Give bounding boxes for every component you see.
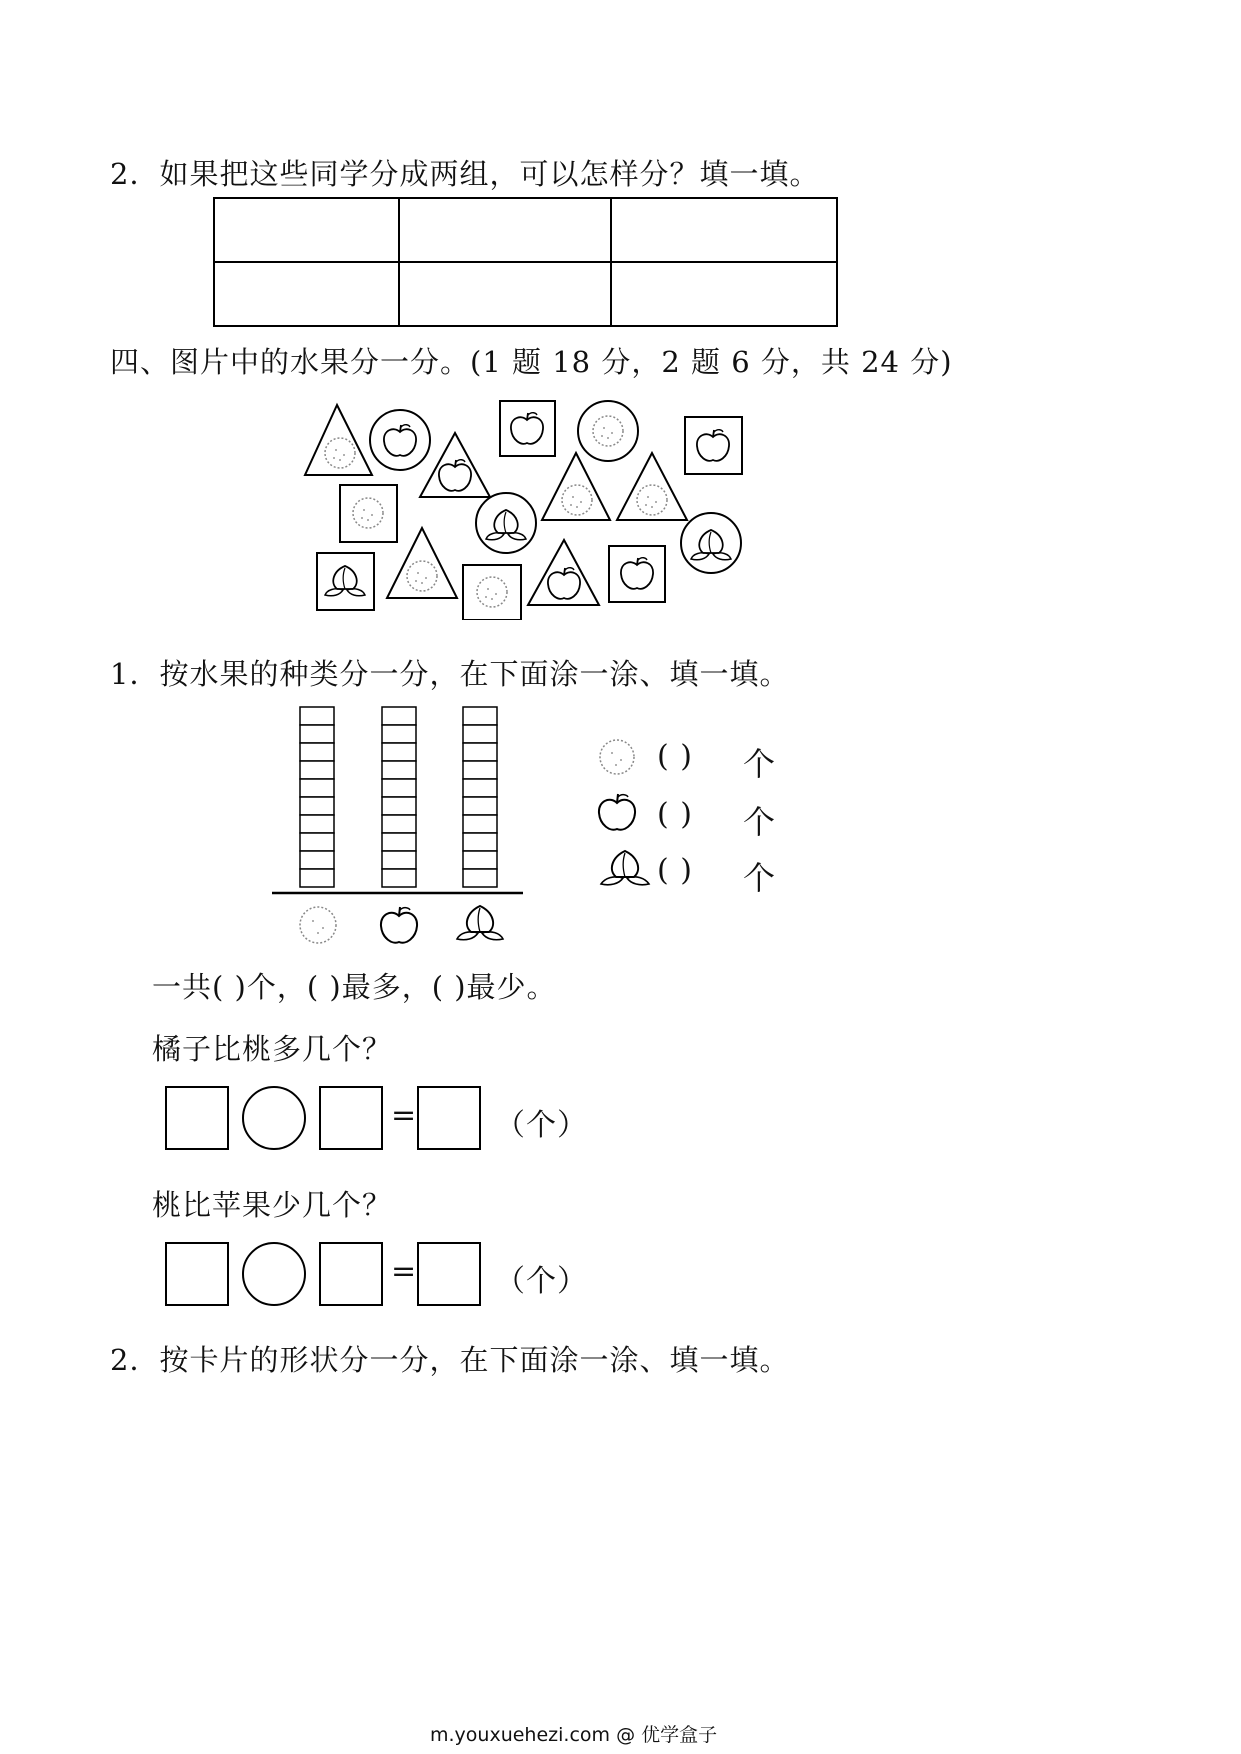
apple-icon	[384, 425, 416, 456]
answer-box[interactable]	[165, 1086, 229, 1150]
grid-cell[interactable]	[463, 869, 497, 887]
fruit-card	[340, 485, 397, 542]
answer-box[interactable]	[319, 1086, 383, 1150]
orange-icon	[325, 438, 355, 468]
operator-circle[interactable]	[242, 1086, 306, 1150]
grid-cell[interactable]	[300, 743, 334, 761]
grid-cell[interactable]	[382, 851, 416, 869]
fruit-card	[542, 453, 610, 520]
question-1-text: 1．按水果的种类分一分，在下面涂一涂、填一填。	[110, 657, 790, 691]
fruit-card	[685, 417, 742, 474]
apple-icon	[439, 460, 471, 491]
fruit-card	[578, 401, 638, 461]
fruit-count-rows	[595, 735, 815, 905]
orange-icon	[593, 416, 623, 446]
fruit-card	[500, 401, 555, 456]
equals-sign: =	[391, 1098, 418, 1133]
peach-icon	[486, 510, 526, 540]
grouping-cell[interactable]	[217, 201, 395, 259]
grid-cell[interactable]	[300, 761, 334, 779]
grid-cell[interactable]	[300, 797, 334, 815]
orange-icon	[477, 577, 507, 607]
fruit-card	[528, 540, 599, 605]
apple-count-blank[interactable]: ( )	[657, 797, 693, 832]
grid-cell[interactable]	[463, 833, 497, 851]
unit-label: （个）	[495, 1108, 588, 1143]
result-box[interactable]	[417, 1086, 481, 1150]
apple-icon	[697, 430, 729, 461]
grouping-cell[interactable]	[217, 265, 395, 323]
fruit-card	[317, 553, 374, 610]
grid-cell[interactable]	[300, 779, 334, 797]
grouping-cell[interactable]	[403, 201, 607, 259]
orange-icon	[300, 907, 336, 943]
answer-box[interactable]	[165, 1242, 229, 1306]
peach-count-blank[interactable]: ( )	[657, 853, 693, 888]
grouping-cell[interactable]	[615, 265, 833, 323]
section-4-title: 四、图片中的水果分一分。(1 题 18 分，2 题 6 分，共 24 分)	[110, 345, 953, 379]
grid-cell[interactable]	[382, 815, 416, 833]
grid-cell[interactable]	[300, 815, 334, 833]
grid-cell[interactable]	[382, 833, 416, 851]
apple-icon	[381, 907, 417, 943]
grid-cell[interactable]	[382, 707, 416, 725]
answer-box[interactable]	[319, 1242, 383, 1306]
grid-cell[interactable]	[382, 797, 416, 815]
grid-cell[interactable]	[463, 797, 497, 815]
fruit-bar-grid	[270, 705, 525, 950]
question-2-text: 2．按卡片的形状分一分，在下面涂一涂、填一填。	[110, 1343, 790, 1377]
peach-icon	[457, 906, 503, 940]
apple-count-unit: 个	[743, 803, 777, 841]
summary-line: 一共( )个，( )最多，( )最少。	[152, 970, 557, 1004]
grid-cell[interactable]	[300, 851, 334, 869]
grouping-cell[interactable]	[403, 265, 607, 323]
question-b-text: 桃比苹果少几个？	[152, 1188, 393, 1222]
grid-cell[interactable]	[382, 779, 416, 797]
fruit-card	[463, 565, 521, 620]
apple-icon	[621, 558, 653, 589]
fruit-card	[370, 410, 430, 470]
footer-watermark: m.youxuehezi.com @ 优学盒子	[430, 1724, 718, 1746]
peach-icon	[691, 530, 731, 560]
fruit-cards-picture	[300, 395, 750, 620]
fruit-card	[305, 405, 372, 475]
grid-cell[interactable]	[463, 725, 497, 743]
apple-icon	[548, 568, 580, 599]
grid-cell[interactable]	[382, 743, 416, 761]
fruit-card	[476, 493, 536, 553]
unit-label: （个）	[495, 1264, 588, 1299]
grid-cell[interactable]	[300, 833, 334, 851]
peach-count-unit: 个	[743, 859, 777, 897]
grid-cell[interactable]	[300, 725, 334, 743]
grid-cell[interactable]	[300, 869, 334, 887]
grid-cell[interactable]	[382, 725, 416, 743]
grouping-cell[interactable]	[615, 201, 833, 259]
result-box[interactable]	[417, 1242, 481, 1306]
apple-icon	[511, 413, 543, 444]
grid-cell[interactable]	[463, 815, 497, 833]
grid-cell[interactable]	[382, 761, 416, 779]
grid-cell[interactable]	[463, 761, 497, 779]
question-grouping-text: 2．如果把这些同学分成两组，可以怎样分？填一填。	[110, 157, 820, 191]
equals-sign: =	[391, 1254, 418, 1289]
grid-cell[interactable]	[382, 869, 416, 887]
grouping-table	[213, 197, 839, 328]
peach-icon	[595, 847, 655, 893]
question-a-text: 橘子比桃多几个？	[152, 1032, 393, 1066]
grid-cell[interactable]	[463, 707, 497, 725]
orange-icon	[562, 485, 592, 515]
apple-icon	[595, 791, 639, 839]
orange-icon	[353, 498, 383, 528]
grid-cell[interactable]	[463, 851, 497, 869]
grid-cell[interactable]	[463, 779, 497, 797]
fruit-card	[681, 513, 741, 573]
fruit-card	[617, 453, 687, 520]
orange-icon	[637, 485, 667, 515]
orange-count-blank[interactable]: ( )	[657, 739, 693, 774]
operator-circle[interactable]	[242, 1242, 306, 1306]
grid-cell[interactable]	[300, 707, 334, 725]
orange-count-unit: 个	[743, 745, 777, 783]
grid-cell[interactable]	[463, 743, 497, 761]
orange-icon	[595, 735, 639, 779]
orange-icon	[407, 561, 437, 591]
peach-icon	[325, 566, 365, 596]
fruit-card	[609, 546, 665, 602]
